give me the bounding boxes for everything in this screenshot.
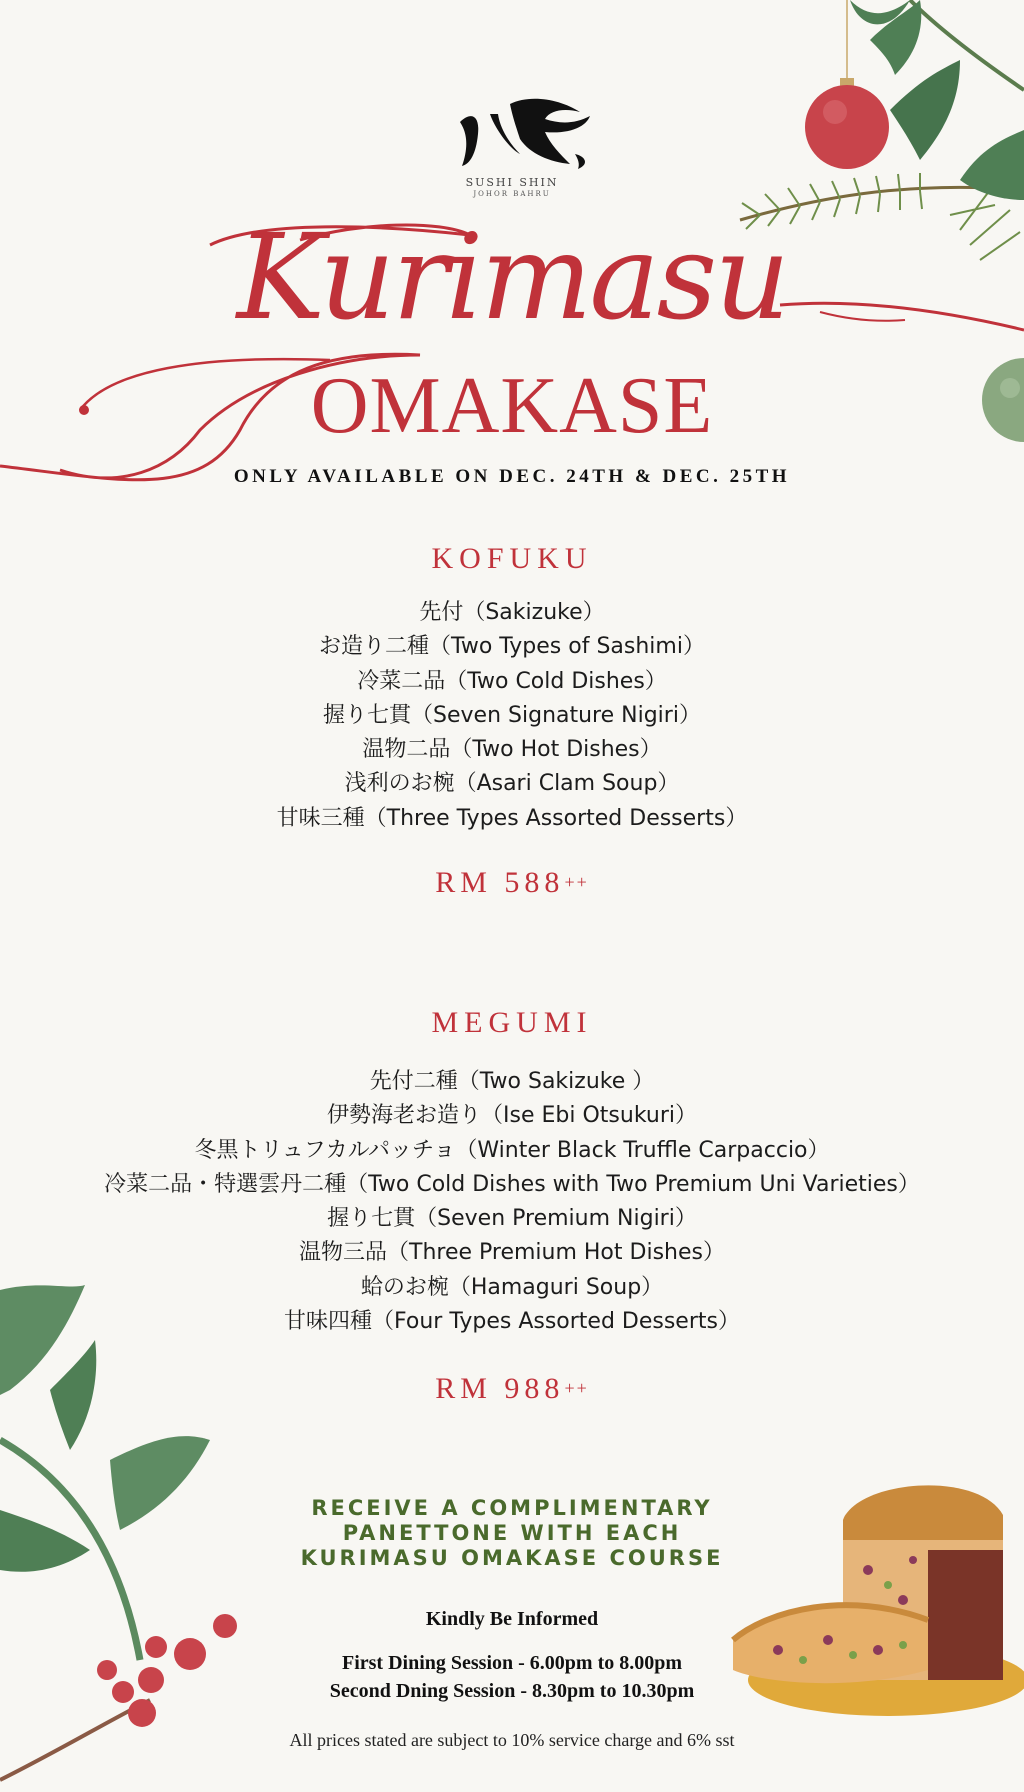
menu-item: 甘味三種（Three Types Assorted Desserts） <box>276 805 748 831</box>
menu-item: 冷菜二品（Two Cold Dishes） <box>357 668 667 694</box>
price-value: RM 588 <box>435 866 565 899</box>
red-bauble-icon <box>800 0 900 180</box>
price-value: RM 988 <box>435 1372 565 1405</box>
price-suffix: ++ <box>564 872 589 892</box>
availability-note: ONLY AVAILABLE ON DEC. 24TH & DEC. 25TH <box>233 466 791 487</box>
course-title-megumi: MEGUMI <box>431 1006 593 1039</box>
dining-session-second: Second Dning Session - 8.30pm to 10.30pm <box>329 1680 695 1702</box>
menu-item: 伊勢海老お造り（Ise Ebi Otsukuri） <box>327 1103 697 1129</box>
menu-item: 温物三品（Three Premium Hot Dishes） <box>299 1240 725 1266</box>
notice-heading: Kindly Be Informed <box>425 1608 599 1630</box>
menu-item: 握り七貫（Seven Signature Nigiri） <box>323 702 701 728</box>
menu-item: 温物二品（Two Hot Dishes） <box>362 737 662 763</box>
course-menu-megumi <box>0 1065 1024 1339</box>
price-megumi <box>0 1372 1024 1406</box>
title-script: Kurimasu <box>236 208 788 346</box>
brand-name: SUSHI SHIN <box>465 176 559 189</box>
page-title: OMAKASE <box>310 362 714 450</box>
course-title-kofuku: KOFUKU <box>431 542 593 575</box>
promo-line: KURIMASU OMAKASE COURSE <box>300 1546 724 1570</box>
promo-line: PANETTONE WITH EACH <box>342 1521 682 1545</box>
menu-item: 冷菜二品・特選雲丹二種（Two Cold Dishes with Two Premium Uni Varieties） <box>104 1171 920 1197</box>
menu-item: 握り七貫（Seven Premium Nigiri） <box>327 1206 697 1232</box>
promo-panettone <box>0 1496 1024 1571</box>
menu-item: 冬黒トリュフカルパッチョ（Winter Black Truffle Carpaccio） <box>194 1137 830 1163</box>
menu-item: 甘味四種（Four Types Assorted Desserts） <box>284 1309 740 1335</box>
menu-item: 蛤のお椀（Hamaguri Soup） <box>360 1274 664 1300</box>
price-suffix: ++ <box>564 1378 589 1398</box>
menu-item: お造り二種（Two Types of Sashimi） <box>319 634 705 660</box>
price-footnote: All prices stated are subject to 10% service charge and 6% sst <box>289 1730 735 1750</box>
promo-line: RECEIVE A COMPLIMENTARY <box>311 1496 713 1520</box>
menu-item: 先付二種（Two Sakizuke ） <box>369 1069 655 1094</box>
brand-location: JOHOR BAHRU <box>473 190 551 198</box>
price-kofuku <box>0 866 1024 900</box>
menu-item: 先付（Sakizuke） <box>419 600 605 625</box>
menu-item: 浅利のお椀（Asari Clam Soup） <box>344 771 680 797</box>
dining-session-first: First Dining Session - 6.00pm to 8.00pm <box>341 1652 683 1674</box>
course-menu-kofuku <box>0 596 1024 836</box>
